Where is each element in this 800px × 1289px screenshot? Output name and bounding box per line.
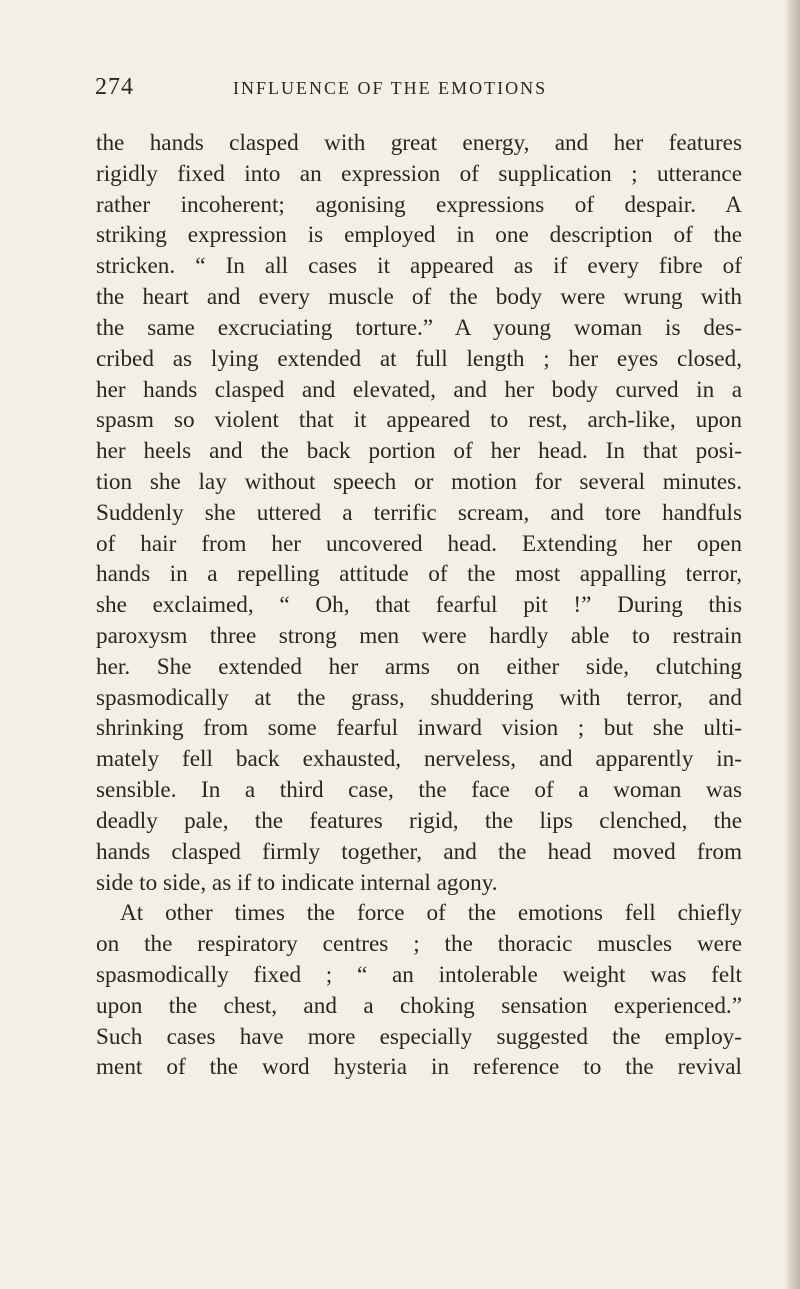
text-line: hands in a repelling attitude of the most appalling terror, — [96, 561, 742, 588]
text-line: spasmodically fixed ; “ an intolerable weight was felt — [96, 961, 742, 988]
text-line: her heels and the back portion of her head. In that posi- — [96, 438, 742, 465]
running-title: INFLUENCE OF THE EMOTIONS — [233, 78, 548, 98]
text-line: spasm so violent that it appeared to rest, arch-like, upon — [96, 407, 742, 434]
text-line: sensible. In a third case, the face of a woman was — [96, 777, 742, 804]
text-line: Such cases have more especially suggested the employ- — [96, 1023, 742, 1050]
text-line: rigidly fixed into an expression of supplication ; utterance — [96, 160, 742, 187]
page-edge-shadow — [784, 0, 800, 1289]
body-text — [96, 128, 742, 1083]
text-line: mately fell back exhausted, nerveless, and apparently in- — [96, 746, 742, 773]
text-line: spasmodically at the grass, shuddering with terror, and — [96, 684, 742, 711]
text-line: she exclaimed, “ Oh, that fearful pit !” During this — [96, 592, 742, 619]
text-line: the hands clasped with great energy, and her features — [96, 130, 742, 156]
text-line: side to side, as if to indicate internal agony. — [96, 869, 498, 896]
text-line: of hair from her uncovered head. Extending her open — [96, 530, 742, 557]
text-line: At other times the force of the emotions fell chiefly — [120, 900, 742, 927]
text-line: shrinking from some fearful inward vision ; but she ulti- — [96, 715, 742, 742]
text-line: deadly pale, the features rigid, the lips clenched, the — [96, 807, 742, 834]
text-line: upon the chest, and a choking sensation experienced.” — [96, 992, 742, 1019]
text-line: hands clasped firmly together, and the head moved from — [96, 838, 742, 865]
text-line: the heart and every muscle of the body were wrung with — [96, 284, 742, 311]
text-line: stricken. “ In all cases it appeared as if every fibre of — [96, 253, 742, 280]
text-line: Suddenly she uttered a terrific scream, and tore handfuls — [96, 499, 742, 526]
text-line: paroxysm three strong men were hardly able to restrain — [96, 623, 742, 649]
text-line: on the respiratory centres ; the thoracic muscles were — [96, 931, 742, 958]
text-line: rather incoherent; agonising expressions of despair. A — [96, 191, 742, 218]
text-line: ment of the word hysteria in reference to the revival — [96, 1054, 742, 1081]
text-line: the same excruciating torture.” A young woman is des- — [96, 314, 742, 341]
page-number: 274 — [95, 74, 134, 100]
text-line: her. She extended her arms on either side, clutching — [96, 653, 742, 680]
text-line: tion she lay without speech or motion for several minutes. — [96, 468, 742, 495]
text-line: cribed as lying extended at full length ; her eyes closed, — [96, 345, 742, 372]
text-line: striking expression is employed in one description of the — [96, 222, 742, 249]
text-line: her hands clasped and elevated, and her body curved in a — [96, 376, 742, 403]
